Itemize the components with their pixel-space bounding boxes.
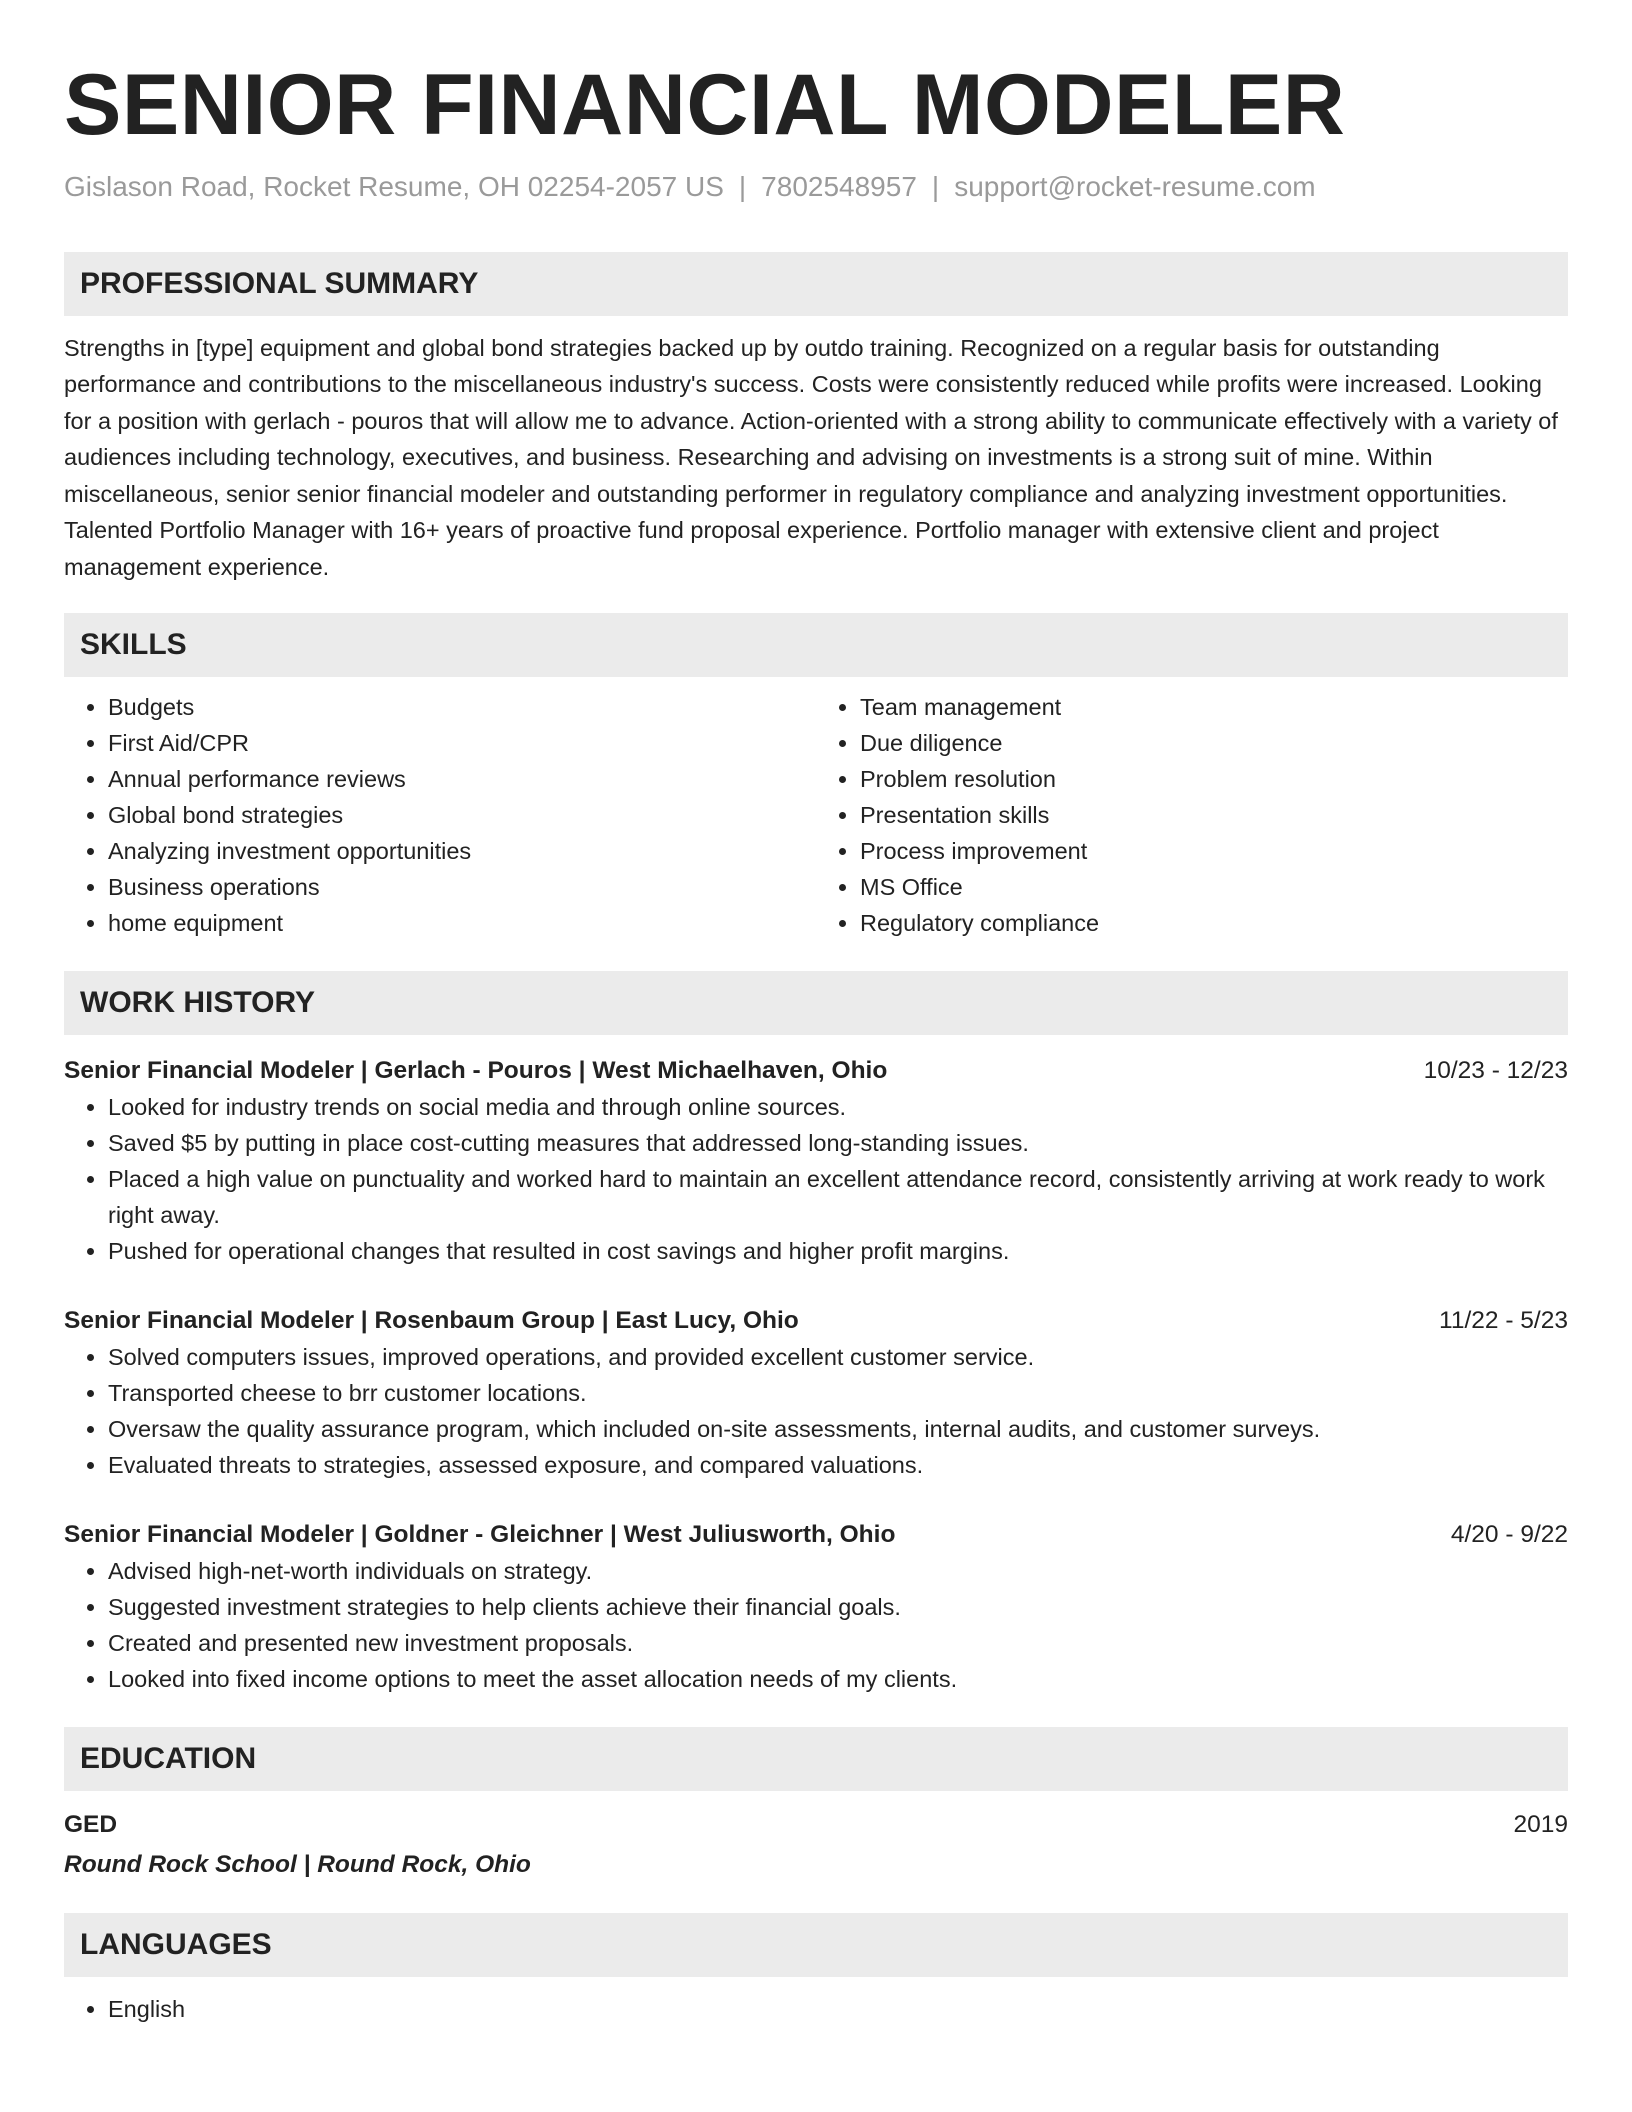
job-entry bbox=[64, 1303, 1568, 1483]
summary-section bbox=[64, 252, 1568, 586]
skill-item: • First Aid/CPR bbox=[108, 725, 816, 761]
education-year: 2019 bbox=[1513, 1811, 1568, 1839]
education-section bbox=[64, 1727, 1568, 1883]
language-item: • English bbox=[108, 1991, 1568, 2027]
skills-column-left bbox=[64, 689, 816, 941]
job-bullet: • Advised high-net-worth individuals on strategy. bbox=[108, 1553, 1568, 1589]
languages-heading: LANGUAGES bbox=[64, 1913, 1568, 1977]
contact-line bbox=[64, 170, 1568, 204]
education-degree: GED bbox=[64, 1811, 118, 1839]
work-history-heading: WORK HISTORY bbox=[64, 971, 1568, 1035]
job-bullet: • Saved $5 by putting in place cost-cutting measures that addressed long-standing issues. bbox=[108, 1125, 1568, 1161]
summary-heading: PROFESSIONAL SUMMARY bbox=[64, 252, 1568, 316]
candidate-name: SENIOR FINANCIAL MODELER bbox=[64, 57, 1346, 153]
skill-item: • Regulatory compliance bbox=[860, 905, 1568, 941]
job-title: Senior Financial Modeler | Gerlach - Pouros | West Michaelhaven, Ohio bbox=[64, 1057, 888, 1085]
languages-list bbox=[64, 1991, 1568, 2027]
skill-item: • MS Office bbox=[860, 869, 1568, 905]
summary-text: Strengths in [type] equipment and global bond strategies backed up by outdo training. Recognized on a regular basis for outstanding performance and contributions to the miscellaneous industry's success. Costs were consistently reduced while profits were increased. Looking for a position with gerlach - pouros that will allow me to advance. Action-oriented with a strong ability to communicate effectively with a variety of audiences including technology, executives, and business. Researching and advising on investments is a strong suit of mine. Within miscellaneous, senior senior financial modeler and outstanding performer in regulatory compliance and analyzing investment opportunities. Talented Portfolio Manager with 16+ years of proactive fund proposal experience. Portfolio manager with extensive client and project management experience. bbox=[64, 334, 1558, 580]
skill-item: • Annual performance reviews bbox=[108, 761, 816, 797]
skill-item: • Business operations bbox=[108, 869, 816, 905]
contact-phone: 7802548957 bbox=[761, 171, 917, 202]
job-bullet: • Solved computers issues, improved operations, and provided excellent customer service. bbox=[108, 1339, 1568, 1375]
languages-section bbox=[64, 1913, 1568, 2027]
contact-email: support@rocket-resume.com bbox=[954, 171, 1316, 202]
job-bullet: • Transported cheese to brr customer locations. bbox=[108, 1375, 1568, 1411]
job-header bbox=[64, 1303, 1568, 1339]
job-bullets bbox=[64, 1339, 1568, 1483]
contact-separator: | bbox=[738, 171, 747, 202]
education-school: Round Rock School | Round Rock, Ohio bbox=[64, 1851, 531, 1879]
job-bullet: • Pushed for operational changes that resulted in cost savings and higher profit margins. bbox=[108, 1233, 1568, 1269]
job-title: Senior Financial Modeler | Rosenbaum Group | East Lucy, Ohio bbox=[64, 1307, 799, 1335]
job-entry bbox=[64, 1517, 1568, 1697]
education-heading: EDUCATION bbox=[64, 1727, 1568, 1791]
skill-item: • Global bond strategies bbox=[108, 797, 816, 833]
skill-item: • home equipment bbox=[108, 905, 816, 941]
job-title: Senior Financial Modeler | Goldner - Gleichner | West Juliusworth, Ohio bbox=[64, 1521, 896, 1549]
work-history-section bbox=[64, 971, 1568, 1697]
skill-item: • Budgets bbox=[108, 689, 816, 725]
skills-heading: SKILLS bbox=[64, 613, 1568, 677]
contact-separator: | bbox=[931, 171, 940, 202]
skill-item: • Process improvement bbox=[860, 833, 1568, 869]
job-header bbox=[64, 1517, 1568, 1553]
skills-column-right bbox=[816, 689, 1568, 941]
skill-item: • Analyzing investment opportunities bbox=[108, 833, 816, 869]
contact-address: Gislason Road, Rocket Resume, OH 02254-2057 US bbox=[64, 171, 724, 202]
job-header bbox=[64, 1053, 1568, 1089]
skill-item: • Team management bbox=[860, 689, 1568, 725]
skill-item: • Presentation skills bbox=[860, 797, 1568, 833]
job-bullets bbox=[64, 1553, 1568, 1697]
job-bullet: • Looked into fixed income options to meet the asset allocation needs of my clients. bbox=[108, 1661, 1568, 1697]
job-bullet: • Created and presented new investment proposals. bbox=[108, 1625, 1568, 1661]
job-dates: 10/23 - 12/23 bbox=[1423, 1057, 1568, 1085]
education-entry bbox=[64, 1807, 1568, 1843]
skill-item: • Problem resolution bbox=[860, 761, 1568, 797]
skills-section bbox=[64, 613, 1568, 941]
job-bullet: • Placed a high value on punctuality and worked hard to maintain an excellent attendance record, consistently arriving at work ready to work right away. bbox=[108, 1161, 1568, 1233]
job-bullet: • Suggested investment strategies to help clients achieve their financial goals. bbox=[108, 1589, 1568, 1625]
skill-item: • Due diligence bbox=[860, 725, 1568, 761]
job-bullet: • Evaluated threats to strategies, assessed exposure, and compared valuations. bbox=[108, 1447, 1568, 1483]
job-bullet: • Oversaw the quality assurance program, which included on-site assessments, internal audits, and customer surveys. bbox=[108, 1411, 1568, 1447]
job-entry bbox=[64, 1053, 1568, 1269]
job-bullets bbox=[64, 1089, 1568, 1269]
job-dates: 4/20 - 9/22 bbox=[1450, 1521, 1568, 1549]
job-bullet: • Looked for industry trends on social media and through online sources. bbox=[108, 1089, 1568, 1125]
job-dates: 11/22 - 5/23 bbox=[1439, 1307, 1568, 1335]
skills-grid bbox=[64, 689, 1568, 941]
